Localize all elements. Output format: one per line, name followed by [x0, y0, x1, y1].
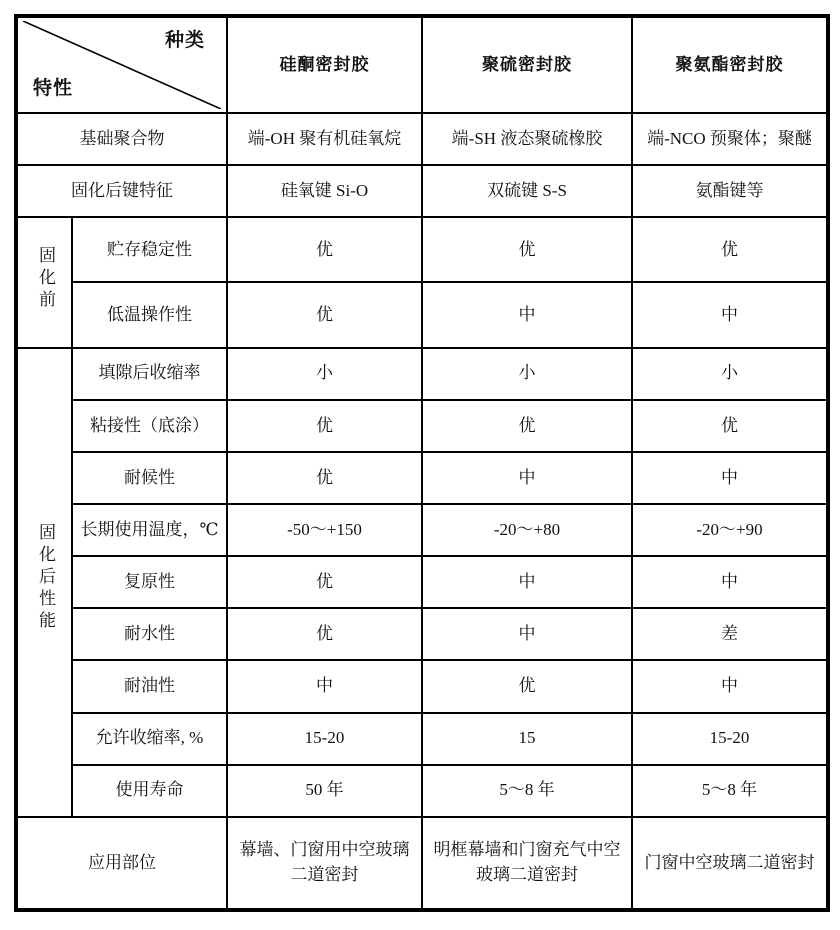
cell-storage-stability-polysulfide: 优: [422, 217, 632, 282]
cell-service-life-silicone: 50 年: [227, 765, 422, 817]
cell-low-temp-polyurethane: 中: [632, 282, 828, 347]
table-row: [16, 556, 828, 608]
cell-shrinkage-fill-silicone: 小: [227, 348, 422, 400]
row-label-low-temp-workability: 低温操作性: [72, 282, 227, 347]
table-row: [16, 165, 828, 217]
cell-application-polysulfide: 明框幕墙和门窗充气中空玻璃二道密封: [422, 817, 632, 910]
cell-weather-polyurethane: 中: [632, 452, 828, 504]
cell-water-polysulfide: 中: [422, 608, 632, 660]
row-label-base-polymer: 基础聚合物: [16, 113, 227, 165]
cell-low-temp-silicone: 优: [227, 282, 422, 347]
cell-base-polymer-polyurethane: 端-NCO 预聚体；聚醚: [632, 113, 828, 165]
cell-water-polyurethane: 差: [632, 608, 828, 660]
corner-property-label: 特性: [33, 78, 74, 100]
table-row: [16, 713, 828, 765]
row-label-application-location: 应用部位: [16, 817, 227, 910]
cell-adhesion-silicone: 优: [227, 400, 422, 452]
corner-header-cell: [16, 16, 227, 113]
row-label-water-resistance: 耐水性: [72, 608, 227, 660]
cell-shrinkage-fill-polyurethane: 小: [632, 348, 828, 400]
row-label-adhesion-primer: 粘接性（底涂）: [72, 400, 227, 452]
cell-storage-stability-polyurethane: 优: [632, 217, 828, 282]
sealant-comparison-table: [14, 14, 830, 912]
cell-oil-polysulfide: 优: [422, 660, 632, 712]
table-header-row: [16, 16, 828, 113]
table-row: [16, 660, 828, 712]
cell-service-temp-polysulfide: -20～+80: [422, 504, 632, 556]
cell-allowable-shrinkage-polysulfide: 15: [422, 713, 632, 765]
row-label-weather-resistance: 耐候性: [72, 452, 227, 504]
corner-category-label: 种类: [164, 30, 205, 51]
cell-weather-silicone: 优: [227, 452, 422, 504]
cell-weather-polysulfide: 中: [422, 452, 632, 504]
cell-application-silicone: 幕墙、门窗用中空玻璃二道密封: [227, 817, 422, 910]
table-row: [16, 608, 828, 660]
cell-adhesion-polyurethane: 优: [632, 400, 828, 452]
cell-shrinkage-fill-polysulfide: 小: [422, 348, 632, 400]
table-row: [16, 113, 828, 165]
table-row: [16, 400, 828, 452]
cell-service-life-polyurethane: 5～8 年: [632, 765, 828, 817]
cell-low-temp-polysulfide: 中: [422, 282, 632, 347]
row-label-storage-stability: 贮存稳定性: [72, 217, 227, 282]
table-row: [16, 817, 828, 910]
row-label-service-temperature: 长期使用温度，℃: [72, 504, 227, 556]
cell-bond-polyurethane: 氨酯键等: [632, 165, 828, 217]
cell-water-silicone: 优: [227, 608, 422, 660]
cell-recovery-silicone: 优: [227, 556, 422, 608]
row-label-bond-characteristic: 固化后键特征: [16, 165, 227, 217]
cell-recovery-polyurethane: 中: [632, 556, 828, 608]
column-header-polyurethane: 聚氨酯密封胶: [632, 16, 828, 113]
cell-adhesion-polysulfide: 优: [422, 400, 632, 452]
cell-storage-stability-silicone: 优: [227, 217, 422, 282]
row-label-allowable-shrinkage: 允许收缩率, %: [72, 713, 227, 765]
table-row: [16, 348, 828, 400]
group-label-after-curing: [16, 348, 72, 817]
group-label-after-curing-text: 固化后性能: [35, 523, 55, 634]
row-label-service-life: 使用寿命: [72, 765, 227, 817]
row-label-oil-resistance: 耐油性: [72, 660, 227, 712]
cell-base-polymer-polysulfide: 端-SH 液态聚硫橡胶: [422, 113, 632, 165]
column-header-polysulfide: 聚硫密封胶: [422, 16, 632, 113]
table-row: [16, 504, 828, 556]
cell-application-polyurethane: 门窗中空玻璃二道密封: [632, 817, 828, 910]
cell-service-temp-polyurethane: -20～+90: [632, 504, 828, 556]
row-label-shrinkage-after-filling: 填隙后收缩率: [72, 348, 227, 400]
group-label-before-curing-text: 固化前: [35, 245, 55, 312]
cell-service-life-polysulfide: 5～8 年: [422, 765, 632, 817]
cell-base-polymer-silicone: 端-OH 聚有机硅氧烷: [227, 113, 422, 165]
cell-bond-silicone: 硅氧键 Si-O: [227, 165, 422, 217]
cell-allowable-shrinkage-silicone: 15-20: [227, 713, 422, 765]
group-label-before-curing: [16, 217, 72, 347]
cell-bond-polysulfide: 双硫键 S-S: [422, 165, 632, 217]
table-row: [16, 765, 828, 817]
row-label-recovery: 复原性: [72, 556, 227, 608]
cell-allowable-shrinkage-polyurethane: 15-20: [632, 713, 828, 765]
table-row: [16, 282, 828, 347]
cell-oil-silicone: 中: [227, 660, 422, 712]
column-header-silicone: 硅酮密封胶: [227, 16, 422, 113]
cell-service-temp-silicone: -50～+150: [227, 504, 422, 556]
cell-oil-polyurethane: 中: [632, 660, 828, 712]
table-row: [16, 217, 828, 282]
table-row: [16, 452, 828, 504]
cell-recovery-polysulfide: 中: [422, 556, 632, 608]
